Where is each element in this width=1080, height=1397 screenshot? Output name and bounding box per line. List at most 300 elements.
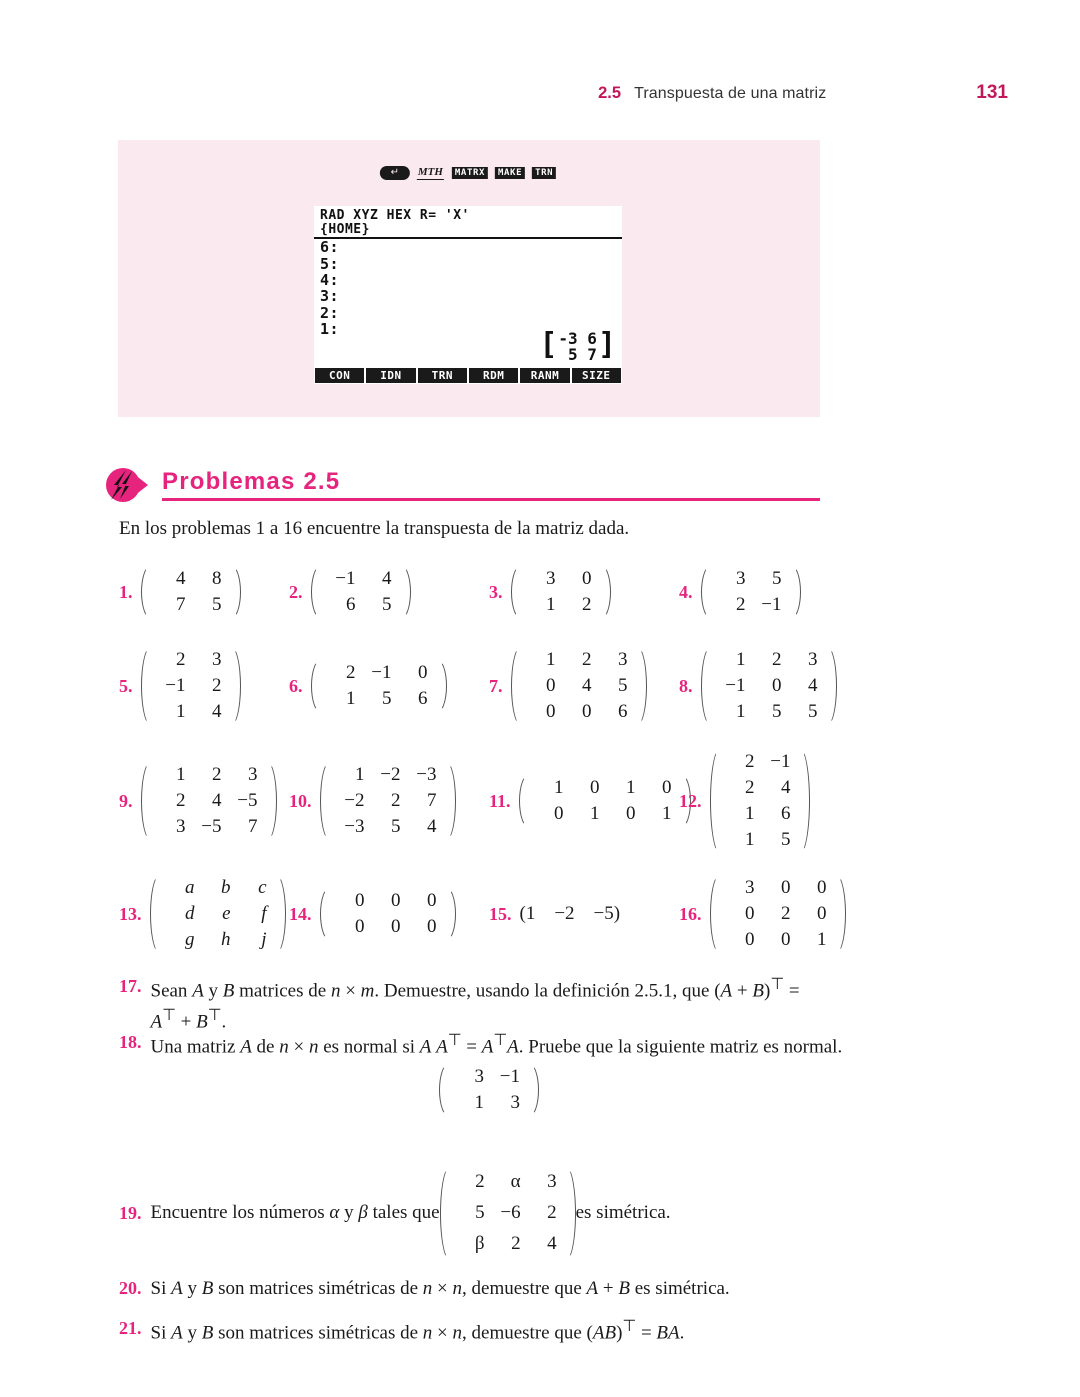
problem-number: 13. <box>119 903 142 924</box>
matrix-cell: 2 <box>212 764 222 785</box>
matrix <box>440 1165 576 1262</box>
problem-number: 15. <box>489 903 512 924</box>
matrix-body <box>161 873 275 955</box>
text: es simétrica. <box>629 1278 730 1299</box>
matrix-cell: 0 <box>355 916 365 937</box>
matrix-cell: 5 <box>618 675 628 696</box>
text-run <box>151 1200 440 1227</box>
problem-number: 10. <box>289 790 312 811</box>
text: × <box>432 1322 453 1344</box>
problem-body <box>151 1276 860 1303</box>
matrix-cell: 4 <box>212 790 222 811</box>
problem-number: 12. <box>679 790 702 811</box>
matrix-cell: 1 <box>546 594 556 615</box>
variable-A: A <box>240 1036 252 1058</box>
matrix-cell: d <box>185 903 195 924</box>
calculator-menu-key-trn: TRN <box>532 167 556 179</box>
matrix-cell: g <box>185 929 195 950</box>
variable-A: A <box>419 1036 432 1058</box>
matrix-cell: 4 <box>547 1232 557 1254</box>
variable-n: n <box>452 1278 463 1299</box>
calculator-result-matrix <box>539 326 616 365</box>
text: = <box>636 1322 657 1344</box>
problem-number: 11. <box>489 790 511 811</box>
text: × <box>340 980 361 1002</box>
matrix-row <box>715 566 787 592</box>
matrix-row <box>164 901 272 927</box>
text: son matrices simétricas de <box>213 1322 423 1344</box>
matrix-row <box>454 1229 562 1260</box>
matrix-cell: 1 <box>626 777 636 798</box>
matrix-row <box>454 1167 562 1198</box>
matrix-cell: 3 <box>808 649 818 670</box>
variable-A: A <box>171 1278 183 1299</box>
matrix-cell: 2 <box>745 777 755 798</box>
transpose-symbol: ⊤ <box>622 1318 637 1335</box>
problem-number: 2. <box>289 581 303 602</box>
matrix-row <box>715 647 823 673</box>
calculator-menu-key-make: MAKE <box>495 167 525 179</box>
lightning-bolt-icon <box>104 466 152 504</box>
matrix-cell: −1 <box>770 751 791 772</box>
matrix-cell: 1 <box>554 777 564 798</box>
stack-level: 2: <box>320 303 340 322</box>
matrix <box>710 873 846 955</box>
right-paren-icon <box>436 658 447 714</box>
matrix-row <box>724 875 832 901</box>
text: tales que <box>367 1201 440 1223</box>
matrix-cell: 2 <box>176 790 186 811</box>
matrix-row <box>325 686 433 712</box>
calculator-figure <box>118 140 820 417</box>
matrix-cell: −2 <box>380 764 401 785</box>
problem-number: 16. <box>679 903 702 924</box>
matrix-cell: 1 <box>355 764 365 785</box>
matrix-cell: 0 <box>546 701 556 722</box>
problem-number: 19. <box>119 1202 142 1223</box>
matrix-cell: 3 <box>546 568 556 589</box>
matrix-body <box>322 658 436 714</box>
matrix <box>511 645 647 727</box>
matrix <box>141 564 241 620</box>
matrix-row <box>454 1198 562 1229</box>
matrix-cell: 0 <box>391 890 401 911</box>
matrix-cell: 0 <box>418 662 428 683</box>
matrix-body <box>522 645 636 727</box>
result-cell: 5 <box>568 345 578 365</box>
right-paren-icon <box>636 645 647 727</box>
text: Encuentre los números <box>150 1201 330 1223</box>
matrix-row <box>724 901 832 927</box>
problem-row <box>119 556 939 628</box>
right-bracket-icon: ] <box>597 326 616 362</box>
matrix-cell: −1 <box>165 675 186 696</box>
matrix-cell: 0 <box>817 903 827 924</box>
matrix-cell: 1 <box>346 688 356 709</box>
matrix-row <box>155 699 227 725</box>
left-paren-icon <box>320 886 331 942</box>
matrix-cell: 1 <box>736 649 746 670</box>
variable-alpha: α <box>329 1201 340 1223</box>
left-paren-icon <box>320 760 331 842</box>
matrix-cell: 7 <box>248 816 258 837</box>
matrix-cell: 0 <box>582 568 592 589</box>
matrix-cell: 4 <box>212 701 222 722</box>
matrix-cell: 0 <box>772 675 782 696</box>
matrix-row <box>453 1090 525 1116</box>
right-paren-icon <box>565 1165 576 1262</box>
matrix <box>141 760 277 842</box>
right-paren-icon <box>835 873 846 955</box>
variable-B: B <box>618 1278 630 1299</box>
text: × <box>288 1036 309 1058</box>
matrix-cell: 4 <box>582 675 592 696</box>
matrix-problem <box>679 868 846 960</box>
matrix-row <box>533 801 677 827</box>
matrix-body <box>721 747 799 855</box>
matrix-body <box>522 564 600 620</box>
left-paren-icon <box>150 873 161 955</box>
matrix <box>311 564 411 620</box>
matrix-body <box>451 1165 565 1262</box>
matrix-row <box>155 566 227 592</box>
text: Si <box>150 1322 172 1344</box>
left-paren-icon <box>311 658 322 714</box>
right-paren-icon <box>400 564 411 620</box>
matrix-cell: 5 <box>475 1201 485 1223</box>
matrix <box>439 1062 539 1118</box>
matrix-body <box>322 564 400 620</box>
problem-19-matrix <box>440 1165 576 1262</box>
right-paren-icon <box>266 760 277 842</box>
matrix-cell: f <box>261 903 267 924</box>
problem-21 <box>119 1316 859 1347</box>
matrix-row <box>325 660 433 686</box>
matrix-cell: 0 <box>745 929 755 950</box>
variable-BA: BA <box>656 1322 680 1344</box>
text: ) <box>763 980 771 1002</box>
problem-row <box>119 638 939 734</box>
text: y <box>203 980 223 1002</box>
text: = <box>784 980 800 1002</box>
right-paren-icon <box>799 747 810 855</box>
matrix-row <box>525 592 597 618</box>
text: + <box>598 1278 619 1299</box>
matrix-cell: b <box>221 877 231 898</box>
matrix-cell: 1 <box>590 803 600 824</box>
matrix-cell: 1 <box>176 701 186 722</box>
matrix-cell: 2 <box>745 751 755 772</box>
left-paren-icon <box>311 564 322 620</box>
matrix-row <box>334 814 442 840</box>
matrix-problem <box>679 556 801 628</box>
page-number: 131 <box>976 82 1008 103</box>
variable-n: n <box>422 1278 433 1299</box>
problem-19 <box>119 1165 859 1262</box>
matrix-row <box>724 827 796 853</box>
variable-B: B <box>196 1011 208 1033</box>
matrix-body <box>721 873 835 955</box>
matrix-cell: 2 <box>511 1232 521 1254</box>
matrix-cell: 0 <box>781 929 791 950</box>
matrix-cell: −5 <box>201 816 222 837</box>
problem-number: 14. <box>289 903 312 924</box>
matrix-cell: 3 <box>547 1171 557 1192</box>
matrix-cell: 0 <box>554 803 564 824</box>
transpose-symbol: ⊤ <box>493 1032 508 1049</box>
right-paren-icon <box>275 873 286 955</box>
right-paren-icon <box>528 1062 539 1118</box>
text: es normal si <box>318 1036 420 1058</box>
right-paren-icon <box>445 760 456 842</box>
matrix-row <box>525 566 597 592</box>
matrix-cell: −2 <box>344 790 365 811</box>
matrix-problem <box>119 742 277 860</box>
matrix-cell: 0 <box>582 701 592 722</box>
stack-level: 6: <box>320 238 340 257</box>
matrix <box>519 773 691 829</box>
running-head <box>0 82 1080 104</box>
matrix-problem <box>119 556 241 628</box>
matrix-cell: 2 <box>391 790 401 811</box>
matrix <box>141 645 241 727</box>
matrix-body <box>331 886 445 942</box>
page-title: Problemas 2.5 <box>162 468 341 496</box>
text: = <box>461 1036 482 1058</box>
matrix-cell: 0 <box>590 777 600 798</box>
variable-AB: AB <box>592 1322 617 1344</box>
variable-A: A <box>507 1036 519 1058</box>
matrix-cell: 5 <box>212 594 222 615</box>
matrix-cell: 5 <box>772 701 782 722</box>
left-paren-icon <box>141 760 152 842</box>
problem-number: 1. <box>119 581 133 602</box>
matrix-cell: 3 <box>176 816 186 837</box>
matrix-cell: α <box>510 1171 521 1192</box>
matrix-cell: −3 <box>344 816 365 837</box>
problems-heading <box>104 466 820 504</box>
stack-level: 4: <box>320 270 340 289</box>
matrix-row <box>155 814 263 840</box>
matrix-problem <box>489 556 611 628</box>
matrix-row <box>155 647 227 673</box>
matrix-cell: 5 <box>382 594 392 615</box>
calculator-mth-label: MTH <box>417 166 443 178</box>
matrix-cell: 1 <box>546 649 556 670</box>
matrix-row <box>325 566 397 592</box>
matrix <box>710 747 810 855</box>
variable-n: n <box>330 980 341 1002</box>
left-bracket-icon: [ <box>539 326 558 362</box>
problem-number: 8. <box>679 675 693 696</box>
matrix-cell: 3 <box>510 1092 520 1113</box>
matrix-cell: 2 <box>346 662 356 683</box>
text: , demuestre que <box>462 1278 587 1299</box>
matrix-body <box>152 645 230 727</box>
variable-A: A <box>481 1036 494 1058</box>
matrix-cell: c <box>258 877 267 898</box>
matrix-row <box>525 699 633 725</box>
result-matrix-rows <box>557 328 598 365</box>
row-vector: (1 −2 −5) <box>519 903 621 924</box>
variable-B: B <box>752 980 764 1002</box>
variable-A: A <box>586 1278 599 1299</box>
problem-number: 18. <box>119 1032 142 1052</box>
matrix-body <box>152 564 230 620</box>
left-paren-icon <box>519 773 530 829</box>
problem-number: 20. <box>119 1278 142 1298</box>
matrix-cell: 2 <box>475 1171 485 1192</box>
matrix-cell: j <box>261 929 267 950</box>
matrix-cell: 5 <box>391 816 401 837</box>
matrix <box>320 760 456 842</box>
matrix-cell: 1 <box>745 803 755 824</box>
matrix-cell: 0 <box>427 890 437 911</box>
text: × <box>432 1278 453 1299</box>
soft-key-size: SIZE <box>572 368 621 383</box>
stack-level: 5: <box>320 254 340 273</box>
problem-body <box>151 1316 860 1347</box>
matrix-row <box>724 927 832 953</box>
text: Sean <box>150 980 193 1002</box>
right-paren-icon <box>826 645 837 727</box>
matrix-cell: 5 <box>382 688 392 709</box>
matrix-cell: 3 <box>618 649 628 670</box>
calculator-menu-bar <box>380 166 558 180</box>
problem-number: 21. <box>119 1318 142 1338</box>
text: y <box>339 1201 359 1223</box>
matrix-cell: 3 <box>474 1066 484 1087</box>
transpose-symbol: ⊤ <box>770 976 785 993</box>
text: Una matriz <box>150 1036 241 1058</box>
matrix-cell: 4 <box>382 568 392 589</box>
right-paren-icon <box>230 564 241 620</box>
matrix-body <box>450 1062 528 1118</box>
matrix-cell: 1 <box>736 701 746 722</box>
variable-A: A <box>171 1322 183 1344</box>
text: son matrices simétricas de <box>213 1278 423 1299</box>
left-paren-icon <box>439 1062 450 1118</box>
stack-level: 1: <box>320 320 340 338</box>
calculator-stack <box>314 239 622 364</box>
stack-level: 3: <box>320 287 340 306</box>
problem-20 <box>119 1276 859 1303</box>
left-paren-icon <box>511 564 522 620</box>
left-paren-icon <box>141 645 152 727</box>
text: matrices de <box>234 980 331 1002</box>
matrix-cell: 2 <box>212 675 222 696</box>
matrix-row <box>724 775 796 801</box>
matrix-row <box>155 673 227 699</box>
matrix-cell: 1 <box>817 929 827 950</box>
matrix <box>320 886 456 942</box>
result-matrix-row <box>558 347 597 364</box>
text: y <box>182 1278 202 1299</box>
problem-number: 9. <box>119 790 133 811</box>
variable-A: A <box>192 980 204 1002</box>
text: de <box>251 1036 280 1058</box>
transpose-symbol: ⊤ <box>207 1007 222 1025</box>
matrix-cell: −3 <box>416 764 437 785</box>
matrix-cell: 2 <box>176 649 186 670</box>
matrix-cell: −1 <box>335 568 356 589</box>
matrix-cell: e <box>222 903 231 924</box>
matrix-row <box>533 775 677 801</box>
matrix-cell: 3 <box>212 649 222 670</box>
matrix-row <box>453 1064 525 1090</box>
problem-number: 17. <box>119 976 142 996</box>
matrix-cell: 0 <box>626 803 636 824</box>
matrix-body <box>152 760 266 842</box>
matrix-cell: 3 <box>736 568 746 589</box>
matrix-cell: 5 <box>808 701 818 722</box>
matrix-row <box>334 914 442 940</box>
problem-body <box>151 974 860 1037</box>
soft-key-rdm: RDM <box>469 368 518 383</box>
matrix-cell: 7 <box>176 594 186 615</box>
matrix-cell: 8 <box>212 568 222 589</box>
matrix-cell: 4 <box>427 816 437 837</box>
matrix-row <box>155 788 263 814</box>
text: . <box>221 1011 227 1033</box>
text: . Demuestre, usando la definición 2.5.1, que ( <box>374 980 721 1002</box>
left-paren-icon <box>701 645 712 727</box>
matrix-problem <box>289 742 456 860</box>
problem-17 <box>119 974 859 1037</box>
variable-n: n <box>308 1036 319 1058</box>
matrix-row <box>724 801 796 827</box>
matrix-cell: −5 <box>237 790 258 811</box>
matrix-body <box>331 760 445 842</box>
text: . <box>679 1322 685 1344</box>
matrix-row <box>715 699 823 725</box>
heading-rule <box>162 498 820 501</box>
soft-key-trn: TRN <box>418 368 467 383</box>
matrix-cell: −1 <box>725 675 746 696</box>
problems-title-wrap <box>162 469 820 500</box>
transpose-symbol: ⊤ <box>447 1032 462 1049</box>
matrix-cell: 6 <box>346 594 356 615</box>
matrix-row <box>525 647 633 673</box>
matrix-problem <box>489 742 691 860</box>
running-head-section-title: Transpuesta de una matriz <box>634 85 827 102</box>
matrix-row <box>715 673 823 699</box>
text: es simétrica. <box>575 1201 671 1223</box>
matrix-problem <box>119 638 241 734</box>
calculator-status-line: RAD XYZ HEX R= 'X' <box>320 208 470 223</box>
matrix-row <box>325 592 397 618</box>
problem-row <box>119 742 939 860</box>
matrix-cell: −1 <box>371 662 392 683</box>
variable-n: n <box>279 1036 289 1058</box>
right-paren-icon <box>445 886 456 942</box>
variable-n: n <box>422 1322 433 1344</box>
matrix-cell: 2 <box>736 594 746 615</box>
matrix <box>150 873 286 955</box>
soft-key-con: CON <box>315 368 364 383</box>
matrix-problem <box>289 556 411 628</box>
matrix-cell: −1 <box>761 594 782 615</box>
problem-body <box>151 1165 860 1262</box>
matrix-cell: 1 <box>662 803 672 824</box>
calculator-screen <box>314 206 622 384</box>
running-head-section-number: 2.5 <box>598 84 622 102</box>
result-cell: -3 <box>558 328 578 348</box>
left-paren-icon <box>511 645 522 727</box>
problem-18 <box>119 1030 859 1061</box>
back-arrow-icon: ↵ <box>380 166 410 180</box>
matrix-cell: 0 <box>817 877 827 898</box>
